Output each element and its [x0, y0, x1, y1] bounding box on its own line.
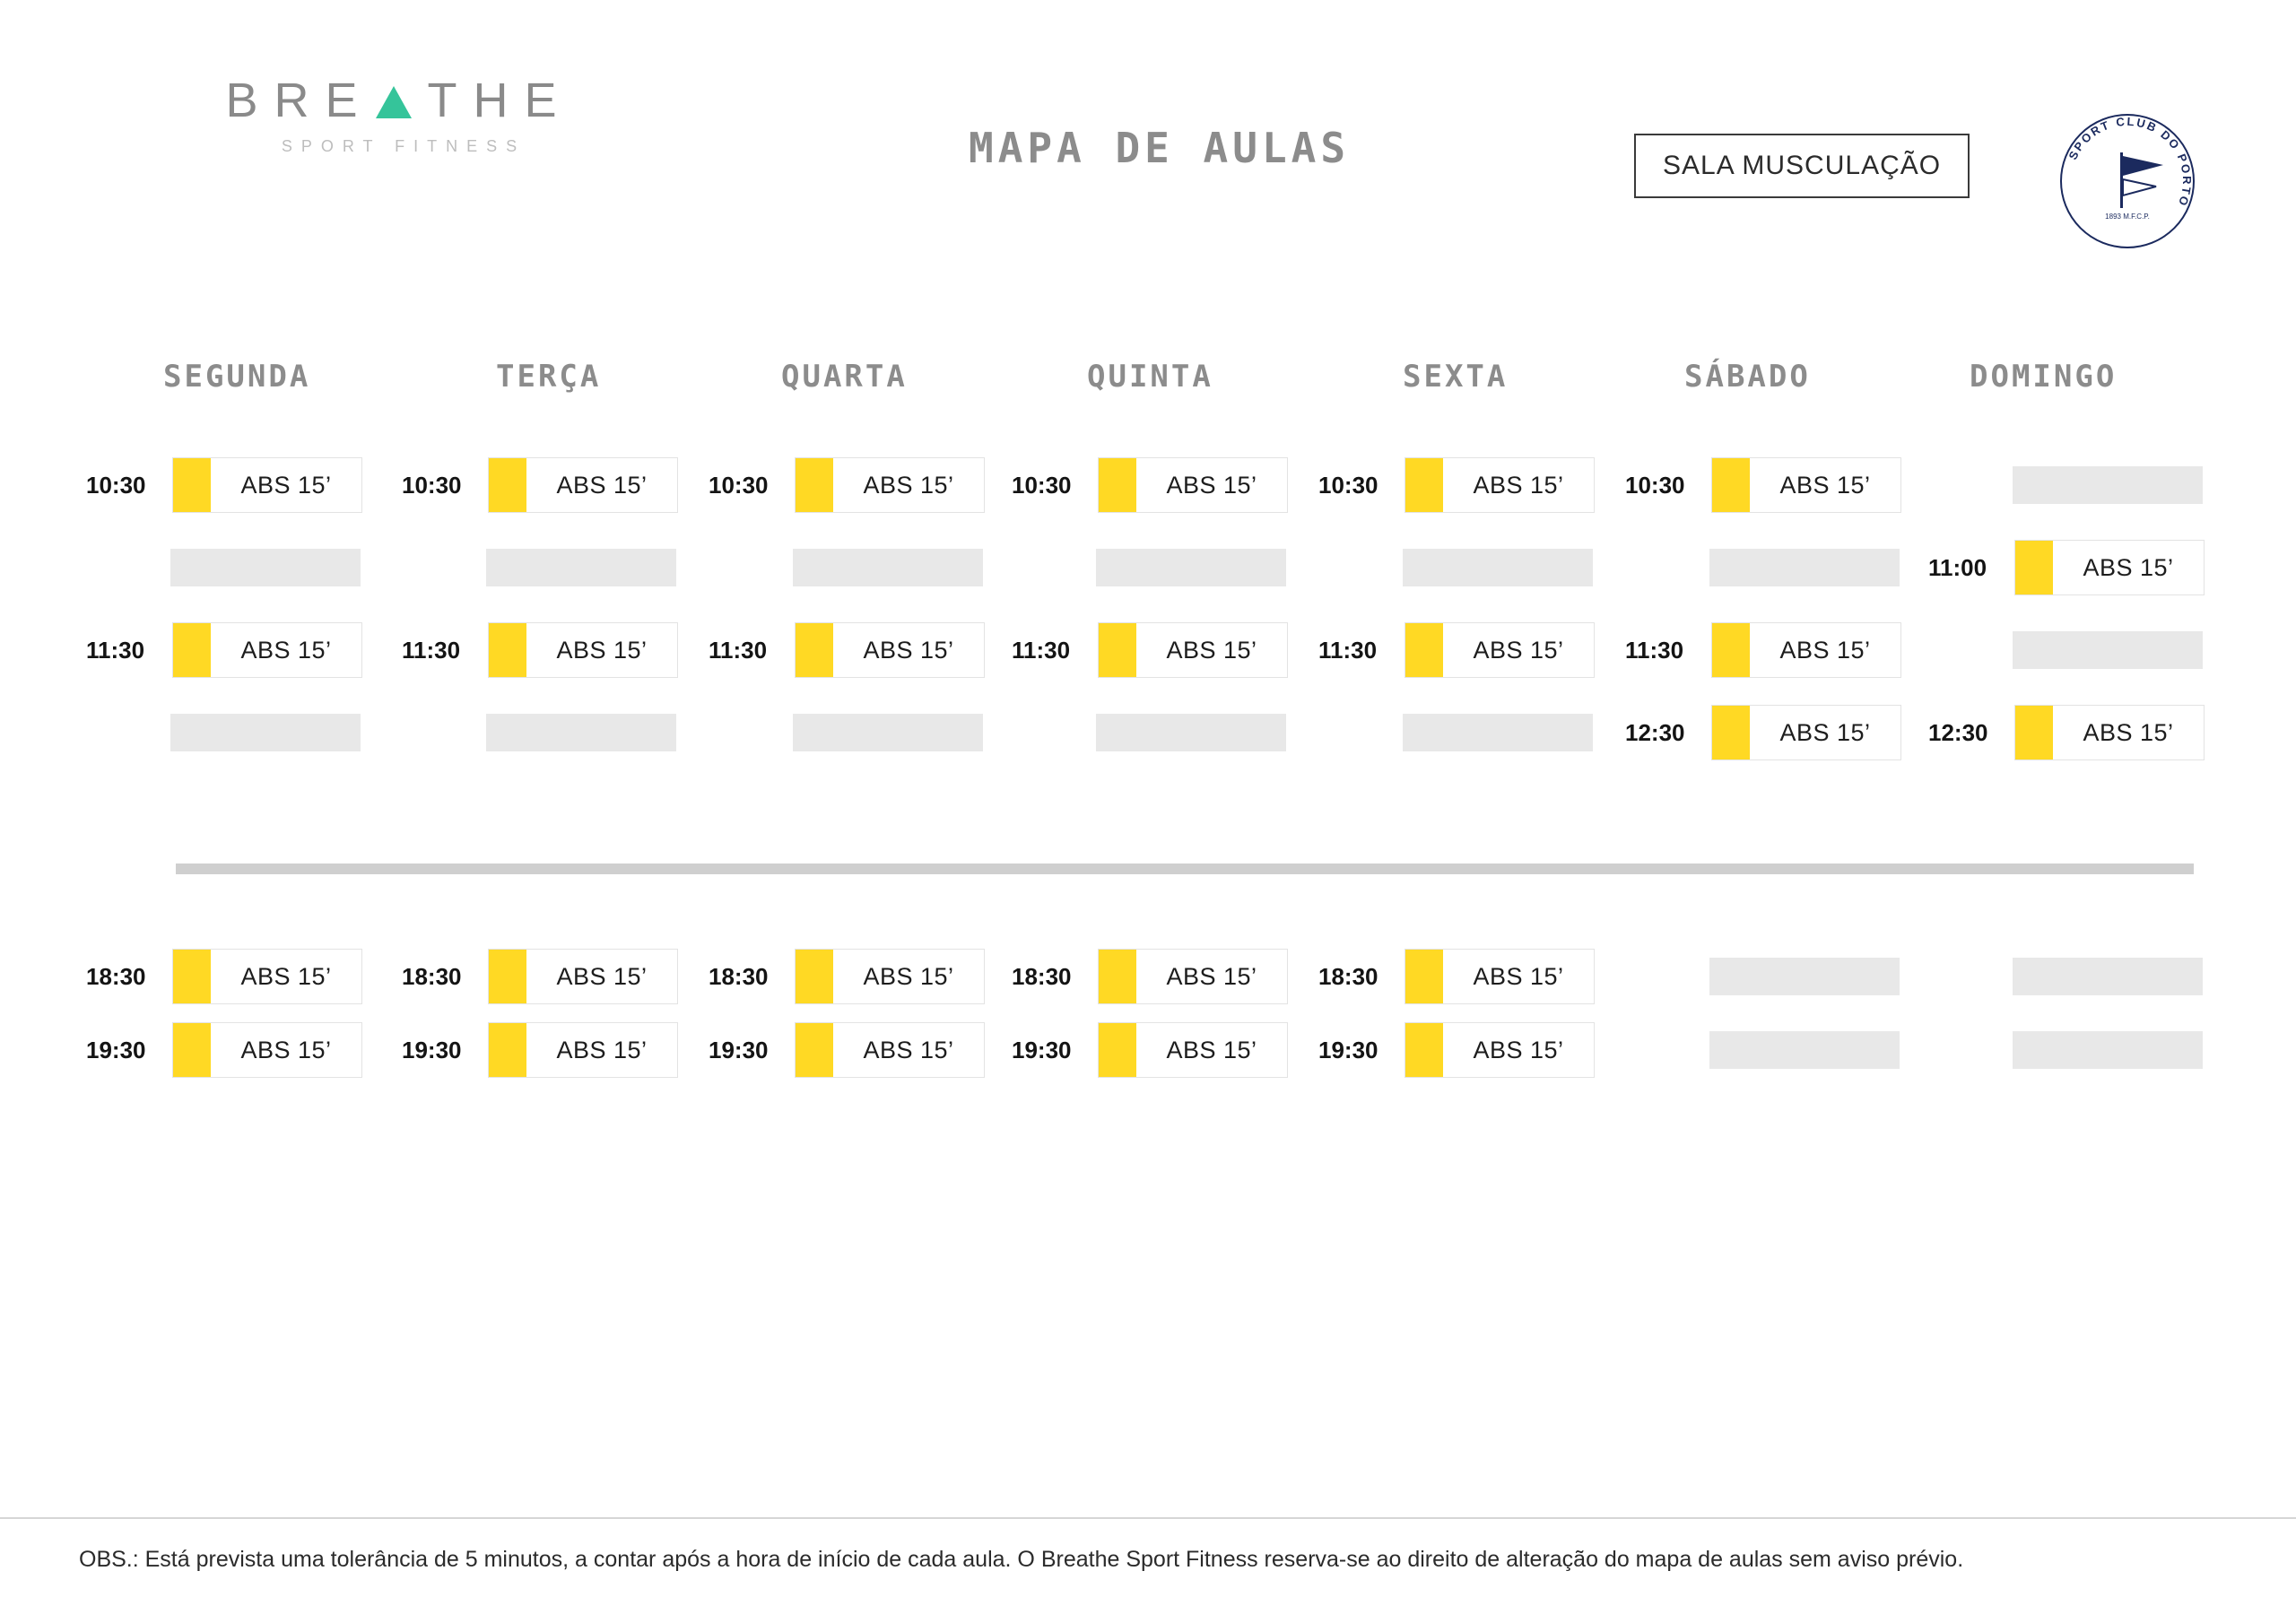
class-box[interactable]	[1711, 622, 1901, 678]
class-slot-quinta[interactable]	[1012, 1022, 1288, 1078]
class-time: 11:30	[86, 636, 145, 664]
class-time: 11:30	[1625, 636, 1684, 664]
class-accent-bar	[796, 623, 833, 677]
class-slot-terca[interactable]	[402, 457, 678, 513]
class-slot-sexta[interactable]	[1318, 949, 1595, 1004]
class-slot-segunda[interactable]	[86, 457, 362, 513]
class-box[interactable]	[488, 457, 678, 513]
empty-slot-domingo	[2013, 958, 2203, 995]
class-slot-quarta[interactable]	[709, 457, 985, 513]
day-header-row	[0, 359, 2296, 421]
class-time: 10:30	[709, 471, 769, 499]
svg-text:SPORT CLUB DO PORTO: SPORT CLUB DO PORTO	[2066, 114, 2195, 210]
empty-slot-sabado	[1709, 958, 1900, 995]
class-label: ABS 15’	[240, 471, 332, 499]
class-accent-bar	[2015, 706, 2053, 759]
class-time: 19:30	[86, 1036, 146, 1063]
class-slot-quarta[interactable]	[709, 949, 985, 1004]
class-slot-segunda[interactable]	[86, 949, 362, 1004]
class-accent-bar	[1712, 623, 1750, 677]
class-box[interactable]	[1405, 949, 1595, 1004]
class-box[interactable]	[1098, 622, 1288, 678]
schedule-row	[0, 457, 2296, 522]
class-slot-sabado[interactable]	[1625, 457, 1901, 513]
class-label: ABS 15’	[1473, 471, 1564, 499]
class-slot-quinta[interactable]	[1012, 622, 1288, 678]
class-box[interactable]	[795, 1022, 985, 1078]
class-accent-bar	[1405, 623, 1443, 677]
class-box[interactable]	[795, 949, 985, 1004]
class-slot-quinta[interactable]	[1012, 457, 1288, 513]
class-time: 19:30	[402, 1036, 462, 1063]
empty-slot-sexta	[1403, 714, 1593, 751]
empty-slot-quinta	[1096, 714, 1286, 751]
class-time: 18:30	[1318, 962, 1378, 990]
class-accent-bar	[1099, 458, 1136, 512]
class-time: 10:30	[86, 471, 146, 499]
day-header-domingo: DOMINGO	[1970, 359, 2118, 395]
empty-slot-segunda	[170, 549, 361, 586]
class-box[interactable]	[2014, 540, 2205, 595]
day-header-sexta: SEXTA	[1403, 359, 1509, 395]
empty-slot-domingo	[2013, 1031, 2203, 1069]
class-time: 18:30	[86, 962, 146, 990]
class-label: ABS 15’	[1779, 471, 1871, 499]
class-accent-bar	[489, 950, 526, 1003]
logo-letter-t: T	[427, 74, 474, 127]
class-box[interactable]	[172, 622, 362, 678]
class-time: 11:00	[1928, 553, 1987, 581]
class-label: ABS 15’	[1166, 1036, 1257, 1063]
logo-letter-b: B	[225, 74, 274, 127]
class-time: 19:30	[709, 1036, 769, 1063]
class-slot-sabado[interactable]	[1625, 705, 1901, 760]
empty-slot-terca	[486, 714, 676, 751]
empty-slot-sabado	[1709, 1031, 1900, 1069]
class-label: ABS 15’	[556, 1036, 648, 1063]
logo-letter-h: H	[473, 74, 525, 127]
class-slot-sexta[interactable]	[1318, 457, 1595, 513]
class-box[interactable]	[172, 457, 362, 513]
day-header-quinta: QUINTA	[1087, 359, 1213, 395]
class-time: 18:30	[709, 962, 769, 990]
class-label: ABS 15’	[2083, 718, 2174, 746]
breathe-logo	[166, 76, 632, 156]
class-accent-bar	[796, 458, 833, 512]
class-slot-sabado[interactable]	[1625, 622, 1901, 678]
class-accent-bar	[1099, 623, 1136, 677]
page-header	[0, 54, 2296, 221]
class-box[interactable]	[1405, 622, 1595, 678]
empty-slot-terca	[486, 549, 676, 586]
class-label: ABS 15’	[1473, 636, 1564, 664]
class-box[interactable]	[172, 1022, 362, 1078]
class-label: ABS 15’	[863, 962, 954, 990]
class-slot-terca[interactable]	[402, 622, 678, 678]
class-label: ABS 15’	[863, 471, 954, 499]
schedule-row	[0, 949, 2296, 1013]
class-accent-bar	[2015, 541, 2053, 595]
class-accent-bar	[489, 623, 526, 677]
class-slot-terca[interactable]	[402, 1022, 678, 1078]
class-accent-bar	[173, 623, 211, 677]
class-time: 11:30	[1012, 636, 1071, 664]
class-slot-quarta[interactable]	[709, 622, 985, 678]
class-box[interactable]	[795, 457, 985, 513]
class-time: 18:30	[1012, 962, 1072, 990]
class-box[interactable]	[1711, 705, 1901, 760]
triangle-icon	[376, 86, 412, 118]
class-slot-terca[interactable]	[402, 949, 678, 1004]
schedule-row	[0, 622, 2296, 687]
class-accent-bar	[1099, 950, 1136, 1003]
class-time: 12:30	[1625, 718, 1685, 746]
schedule-row	[0, 705, 2296, 769]
class-time: 10:30	[402, 471, 462, 499]
class-label: ABS 15’	[240, 962, 332, 990]
class-slot-segunda[interactable]	[86, 622, 362, 678]
class-label: ABS 15’	[556, 636, 648, 664]
class-accent-bar	[796, 950, 833, 1003]
class-box[interactable]	[2014, 705, 2205, 760]
class-label: ABS 15’	[240, 636, 332, 664]
class-time: 19:30	[1318, 1036, 1378, 1063]
class-accent-bar	[1712, 706, 1750, 759]
class-slot-segunda[interactable]	[86, 1022, 362, 1078]
logo-letter-e2: E	[524, 74, 573, 127]
day-header-sabado: SÁBADO	[1684, 359, 1811, 395]
room-badge: SALA MUSCULAÇÃO	[1634, 134, 1970, 198]
footer-note: OBS.: Está prevista uma tolerância de 5 minutos, a contar após a hora de início de cada aula. O Breathe Sport Fitness reserva-se ao direito de alteração do mapa de aulas sem aviso prévio.	[79, 1547, 1964, 1572]
class-box[interactable]	[1098, 1022, 1288, 1078]
class-label: ABS 15’	[556, 962, 648, 990]
section-divider	[176, 864, 2194, 874]
class-box[interactable]	[1098, 457, 1288, 513]
svg-text:1893 M.F.C.P.: 1893 M.F.C.P.	[2105, 213, 2150, 221]
class-time: 10:30	[1012, 471, 1072, 499]
empty-slot-quinta	[1096, 549, 1286, 586]
class-box[interactable]	[172, 949, 362, 1004]
empty-slot-sexta	[1403, 549, 1593, 586]
class-accent-bar	[173, 1023, 211, 1077]
class-box[interactable]	[488, 622, 678, 678]
class-label: ABS 15’	[240, 1036, 332, 1063]
class-accent-bar	[1405, 1023, 1443, 1077]
class-accent-bar	[1405, 458, 1443, 512]
sport-club-do-porto-icon	[2056, 109, 2199, 253]
empty-slot-domingo	[2013, 631, 2203, 669]
class-time: 18:30	[402, 962, 462, 990]
class-box[interactable]	[795, 622, 985, 678]
class-time: 19:30	[1012, 1036, 1072, 1063]
class-time: 11:30	[1318, 636, 1378, 664]
class-label: ABS 15’	[1166, 962, 1257, 990]
class-accent-bar	[489, 458, 526, 512]
class-accent-bar	[1099, 1023, 1136, 1077]
day-header-segunda: SEGUNDA	[163, 359, 311, 395]
empty-slot-domingo	[2013, 466, 2203, 504]
empty-slot-quarta	[793, 714, 983, 751]
class-box[interactable]	[488, 949, 678, 1004]
logo-tagline: SPORT FITNESS	[281, 137, 526, 155]
class-time: 12:30	[1928, 718, 1988, 746]
schedule-grid	[0, 359, 2296, 1096]
schedule-rows	[0, 457, 2296, 1087]
class-time: 11:30	[709, 636, 768, 664]
logo-wordmark	[166, 76, 632, 125]
class-accent-bar	[796, 1023, 833, 1077]
class-accent-bar	[1712, 458, 1750, 512]
class-label: ABS 15’	[863, 1036, 954, 1063]
empty-slot-quarta	[793, 549, 983, 586]
class-slot-domingo[interactable]	[1928, 705, 2205, 760]
schedule-row	[0, 540, 2296, 604]
class-time: 11:30	[402, 636, 461, 664]
class-label: ABS 15’	[1779, 636, 1871, 664]
logo-letter-e: E	[325, 74, 374, 127]
class-box[interactable]	[1098, 949, 1288, 1004]
class-time: 10:30	[1318, 471, 1378, 499]
class-label: ABS 15’	[1166, 636, 1257, 664]
empty-slot-sabado	[1709, 549, 1900, 586]
class-slot-sexta[interactable]	[1318, 622, 1595, 678]
class-label: ABS 15’	[863, 636, 954, 664]
class-box[interactable]	[1405, 457, 1595, 513]
day-header-terca: TERÇA	[496, 359, 602, 395]
day-header-quarta: QUARTA	[781, 359, 908, 395]
class-label: ABS 15’	[1473, 1036, 1564, 1063]
footer-divider	[0, 1517, 2296, 1519]
class-label: ABS 15’	[1166, 471, 1257, 499]
class-slot-domingo[interactable]	[1928, 540, 2205, 595]
class-accent-bar	[173, 458, 211, 512]
class-label: ABS 15’	[556, 471, 648, 499]
class-time: 10:30	[1625, 471, 1685, 499]
class-label: ABS 15’	[1779, 718, 1871, 746]
class-label: ABS 15’	[1473, 962, 1564, 990]
empty-slot-segunda	[170, 714, 361, 751]
class-slot-quarta[interactable]	[709, 1022, 985, 1078]
class-box[interactable]	[1405, 1022, 1595, 1078]
logo-letter-r: R	[274, 74, 326, 127]
class-accent-bar	[1405, 950, 1443, 1003]
class-slot-sexta[interactable]	[1318, 1022, 1595, 1078]
class-slot-quinta[interactable]	[1012, 949, 1288, 1004]
class-box[interactable]	[1711, 457, 1901, 513]
class-box[interactable]	[488, 1022, 678, 1078]
page-title: MAPA DE AULAS	[969, 124, 1351, 172]
class-accent-bar	[489, 1023, 526, 1077]
schedule-row	[0, 1022, 2296, 1087]
class-accent-bar	[173, 950, 211, 1003]
class-label: ABS 15’	[2083, 553, 2174, 581]
